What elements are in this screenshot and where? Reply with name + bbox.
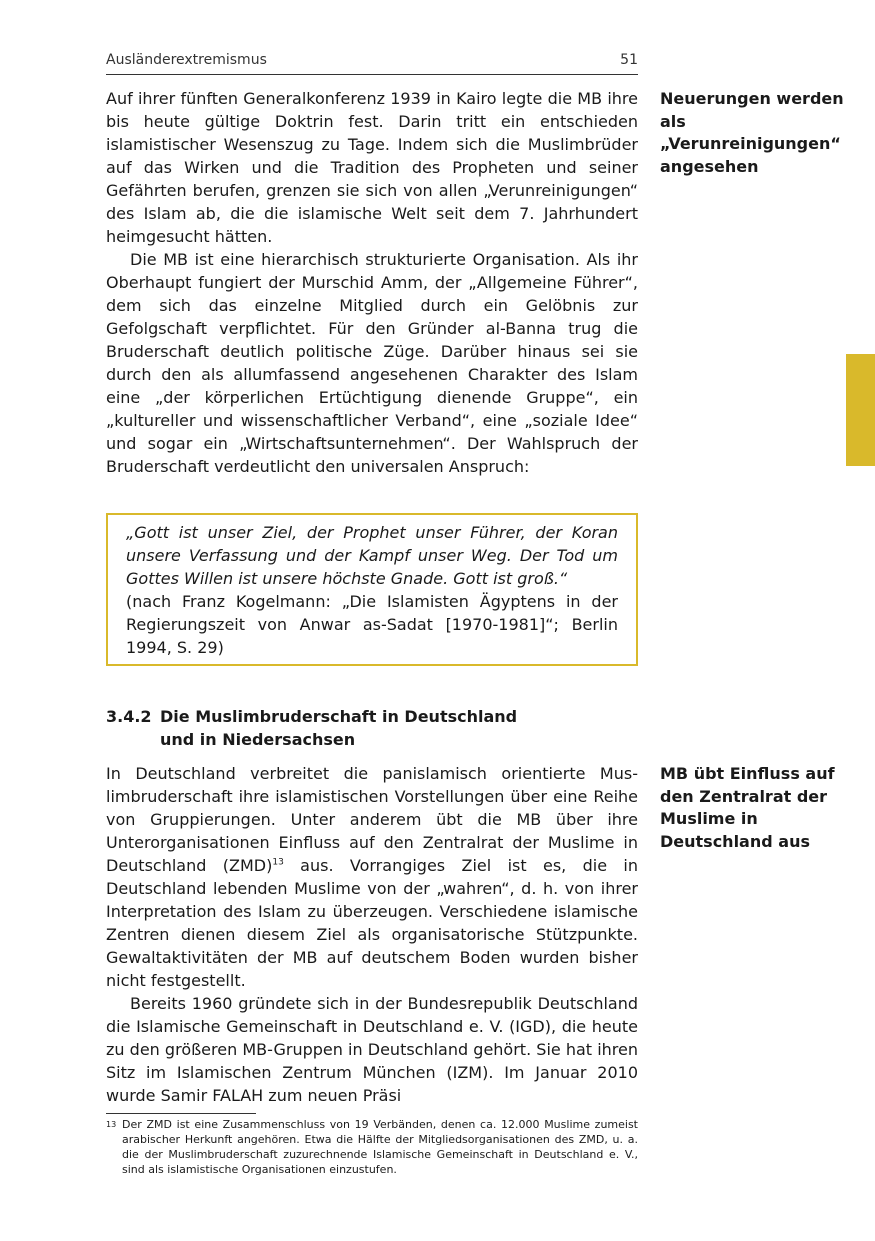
running-header	[106, 52, 638, 75]
footnote-rule	[106, 1113, 256, 1114]
footnote-mark: 13	[106, 1120, 117, 1129]
quote-source: (nach Franz Kogelmann: „Die Islamisten Ägyptens in der Regierungszeit von Anwar as-Sadat [1970-1981]“; Berlin 1994, S. 29)	[126, 592, 618, 657]
paragraph-text: aus. Vorrangiges Ziel ist es, die in Deutschland lebenden Muslime von der „wahren“, d. h. von ihrer Interpretation des Islam zu überzeugen. Verschiedene islamische Zentren dienen diesem Ziel als organisatorische Stützpunkte. Gewaltaktivitäten der MB auf deutschem Boden wurden bisher nicht festgestellt.	[106, 856, 639, 990]
paragraph: Die MB ist eine hierarchisch strukturierte Organisation. Als ihr Oberhaupt fungiert der Murschid Amm, der „Allgemeine Führer“, dem sich das einzelne Mitglied durch ein Gelöbnis zur Gefolgschaft verpflichtet. Für den Gründer al-Banna trug die Bruderschaft deutlich politische Züge. Darüber hinaus sei sie durch den als allumfassend angesehenen Charakter des Islam eine „der körperlichen Ertüchtigung dienende Gruppe“, ein „kultureller und wissenschaftlicher Verband“, eine „soziale Idee“ und sogar ein „Wirtschaftsunternehmen“. Der Wahlspruch der Bruderschaft verdeutlicht den universalen Anspruch:	[106, 250, 638, 476]
paragraph	[106, 762, 638, 992]
paragraph: Bereits 1960 gründete sich in der Bundesrepublik Deutschland die Islamische Gemeinschaft in Deutschland e. V. (IGD), die heute zu den größeren MB-Gruppen in Deutschland gehört. Sie hat ihren Sitz im Islamischen Zentrum München (IZM). Im Januar 2010 wurde Samir FALAH zum neuen Präsi	[106, 994, 638, 1105]
footnote	[106, 1117, 638, 1177]
header-title: Ausländerextremismus	[106, 52, 267, 68]
margin-note: MB übt Einfluss auf den Zentralrat der Muslime in Deutschland aus	[660, 764, 835, 851]
footnote-text: Der ZMD ist eine Zusammenschluss von 19 Verbänden, denen ca. 12.000 Muslime zumeist arabischer Herkunft angehören. Etwa die Hälfte der Mitgliedsorganisationen des ZMD, u. a. die der Muslimbruderschaft zuzurechnende Islamische Gemeinschaft in Deutschland e. V., sind als islamistische Organisationen einzustufen.	[122, 1118, 638, 1176]
section-title	[160, 705, 560, 751]
section-title-line: und in Niedersachsen	[160, 730, 356, 749]
body-text-top	[106, 87, 638, 478]
margin-note: Neuerungen werden als „Verunreinigungen“ angesehen	[660, 89, 844, 176]
chapter-tab-marker	[846, 354, 875, 466]
quote-text: „Gott ist unser Ziel, der Prophet unser Führer, der Koran unsere Verfassung und der Kampf unser Weg. Der Tod um Gottes Willen ist unsere höchste Gnade. Gott ist groß.“	[126, 523, 618, 588]
paragraph-text: In Deutschland verbreitet die panislamisch orientierte Muslimbruderschaft ihre islamistischen Vorstellungen über eine Reihe von Gruppierungen. Unter anderem übt die MB über ihre Unterorganisationen Einfluss auf den Zentralrat der Muslime in Deutschland (ZMD)	[106, 764, 638, 875]
quote-box	[106, 513, 638, 666]
section-title-line: Die Muslimbruderschaft in Deutschland	[160, 707, 518, 726]
section-number: 3.4.2	[106, 707, 152, 726]
page-number: 51	[620, 52, 638, 68]
body-text-bottom	[106, 762, 638, 1107]
paragraph: Auf ihrer fünften Generalkonferenz 1939 in Kairo legte die MB ihre bis heute gültige Doktrin fest. Darin tritt ein entschieden islamistischer Wesenszug zu Tage. Indem sich die Muslimbrüder auf das Wirken und die Tradition des Propheten und seiner Gefährten berufen, grenzen sie sich von allen „Verunreinigungen“ des Islam ab, die die islamische Welt seit dem 7. Jahrhundert heimgesucht hätten.	[106, 89, 638, 246]
footnote-reference: 13	[272, 857, 284, 868]
